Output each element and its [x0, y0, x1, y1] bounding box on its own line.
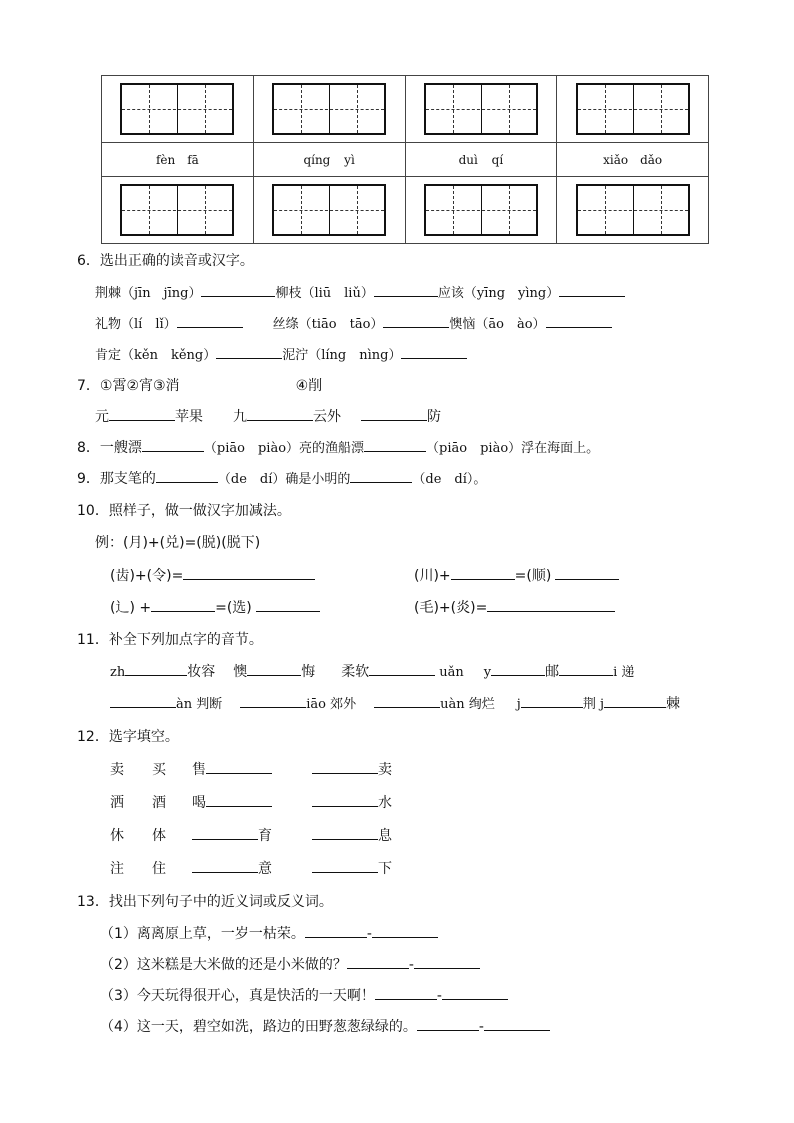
q6-item: 荆棘（jīn jīng）: [95, 286, 202, 301]
q12-title: 12．选字填空。: [77, 729, 179, 745]
q10-title: 10．照样子，做一做汉字加减法。: [77, 503, 291, 519]
answer-blank[interactable]: [374, 282, 438, 297]
answer-blank[interactable]: [177, 313, 243, 328]
answer-blank[interactable]: [151, 597, 215, 612]
writing-grid-table: [101, 75, 709, 244]
writing-box[interactable]: [272, 83, 386, 135]
q10-text: (毛)+(炎)=: [414, 600, 488, 616]
q10-text: (齿)+(令)=: [110, 568, 184, 584]
answer-blank[interactable]: [451, 565, 515, 580]
q8-row: [77, 437, 599, 457]
q11-text: iāo 郊外: [306, 697, 357, 712]
q7-title: [77, 375, 322, 395]
answer-blank[interactable]: [401, 344, 467, 359]
q12-chars: 注 住: [110, 861, 166, 877]
answer-blank[interactable]: [521, 693, 583, 708]
answer-blank[interactable]: [206, 792, 272, 807]
q6-item: 礼物（lí lǐ）: [95, 317, 177, 332]
q6-item: 柳枝（liū liǔ）: [275, 286, 374, 301]
q12-row: [110, 858, 392, 878]
q11-text: zh: [110, 665, 126, 680]
q7-option4: ④削: [295, 378, 323, 394]
q12-text: 育: [258, 828, 272, 844]
pinyin-cell: xiǎo dǎo: [557, 143, 709, 177]
answer-blank[interactable]: [374, 693, 440, 708]
q11-text: uàn 绚烂: [440, 697, 495, 712]
q11-text: 懊: [233, 664, 248, 680]
answer-blank[interactable]: [206, 759, 272, 774]
q9-text: （de dí）确是小明的: [217, 472, 351, 487]
q11-text: 邮: [545, 664, 560, 680]
writing-box[interactable]: [120, 83, 234, 135]
q11-row2: [110, 693, 680, 713]
q12-chars: 休 体: [110, 828, 166, 844]
q13-text: （3）今天玩得很开心，真是快活的一天啊！: [100, 988, 375, 1004]
answer-blank[interactable]: [414, 954, 480, 969]
q8-text: （piāo piào）浮在海面上。: [426, 441, 600, 456]
answer-blank[interactable]: [442, 985, 508, 1000]
q10-a1: [110, 565, 315, 585]
q6-item: 肯定（kěn kěng）: [95, 348, 217, 363]
pinyin-cell: duì qí: [405, 143, 557, 177]
q10-b2: [414, 597, 615, 617]
q13-text: （4）这一天，碧空如洗，路边的田野葱葱绿绿的。: [100, 1019, 417, 1035]
q6-row2: [95, 313, 612, 332]
answer-blank[interactable]: [240, 693, 306, 708]
q11-text: uǎn: [439, 665, 464, 680]
answer-blank[interactable]: [487, 597, 615, 612]
q12-text: 意: [258, 861, 272, 877]
answer-blank[interactable]: [183, 565, 315, 580]
q11-text: 棘: [665, 696, 680, 712]
q10-b1: [110, 597, 320, 617]
answer-blank[interactable]: [559, 282, 625, 297]
q11-text: i 递: [613, 665, 635, 680]
q6-item: 丝绦（tiāo tāo）: [272, 317, 384, 332]
answer-blank[interactable]: [417, 1016, 479, 1031]
answer-blank[interactable]: [559, 661, 613, 676]
answer-blank[interactable]: [305, 923, 367, 938]
q6-row1: [95, 282, 625, 301]
q11-title: 11．补全下列加点字的音节。: [77, 632, 263, 648]
q12-text: 息: [378, 828, 392, 844]
q7-text: 云外: [313, 409, 341, 425]
answer-blank[interactable]: [312, 825, 378, 840]
q13-title: 13．找出下列句子中的近义词或反义词。: [77, 894, 333, 910]
writing-box[interactable]: [576, 83, 690, 135]
q10-text: (辶) +: [110, 600, 152, 616]
q11-text: j: [516, 697, 521, 712]
q12-chars: 洒 酒: [110, 795, 166, 811]
writing-box[interactable]: [424, 83, 538, 135]
q7-text: 苹果: [175, 409, 203, 425]
answer-blank[interactable]: [350, 468, 412, 483]
answer-blank[interactable]: [383, 313, 449, 328]
answer-blank[interactable]: [369, 661, 435, 676]
pinyin-cell: fèn fā: [102, 143, 254, 177]
answer-blank[interactable]: [312, 792, 378, 807]
q12-text: 喝: [192, 795, 206, 811]
q11-text: y: [483, 665, 492, 680]
q10-example: 例：(月)+(兑)=(脱)(脱下): [95, 535, 261, 551]
q10-text: =(顺): [514, 568, 552, 584]
q9-text: （de dí）。: [412, 472, 487, 487]
q13-item: （1）离离原上草，一岁一枯荣。 -: [100, 923, 438, 943]
answer-blank[interactable]: [109, 406, 175, 421]
answer-blank[interactable]: [192, 825, 258, 840]
writing-box[interactable]: [424, 184, 538, 236]
writing-box[interactable]: [120, 184, 234, 236]
q8-text: 8．一艘漂: [77, 440, 142, 456]
q12-text: 卖: [378, 762, 392, 778]
q10-a2: [414, 565, 619, 585]
answer-blank[interactable]: [555, 565, 619, 580]
answer-blank[interactable]: [192, 858, 258, 873]
q13-item: （2）这米糕是大米做的还是小米做的？ -: [100, 954, 480, 974]
q12-text: 售: [192, 762, 206, 778]
q12-row: [110, 759, 392, 779]
pinyin-cell: qíng yì: [253, 143, 405, 177]
q13-text: （2）这米糕是大米做的还是小米做的？: [100, 957, 347, 973]
answer-blank[interactable]: [247, 406, 313, 421]
q12-row: [110, 825, 392, 845]
answer-blank[interactable]: [125, 661, 187, 676]
q13-item: （3）今天玩得很开心，真是快活的一天啊！ -: [100, 985, 508, 1005]
q6-item: 泥泞（líng nìng）: [282, 348, 402, 363]
answer-blank[interactable]: [201, 282, 275, 297]
q9-text: 9．那支笔的: [77, 471, 156, 487]
q12-chars: 卖 买: [110, 762, 166, 778]
q12-text: 下: [378, 861, 392, 877]
answer-blank[interactable]: [375, 985, 437, 1000]
q7-text: 元: [95, 409, 109, 425]
answer-blank[interactable]: [256, 597, 320, 612]
q11-text: 悔: [301, 664, 316, 680]
answer-blank[interactable]: [491, 661, 545, 676]
answer-blank[interactable]: [484, 1016, 550, 1031]
answer-blank[interactable]: [347, 954, 409, 969]
writing-box[interactable]: [272, 184, 386, 236]
q6-row3: [95, 344, 467, 363]
q13-text: （1）离离原上草，一岁一枯荣。: [100, 926, 305, 942]
answer-blank[interactable]: [312, 759, 378, 774]
q7-text: 防: [427, 409, 441, 425]
answer-blank[interactable]: [110, 693, 176, 708]
q12-row: [110, 792, 392, 812]
answer-blank[interactable]: [312, 858, 378, 873]
q10-text: =(选): [215, 600, 252, 616]
answer-blank[interactable]: [247, 661, 301, 676]
q6-title: 6．选出正确的读音或汉字。: [77, 253, 254, 269]
q6-item: 懊恼（āo ào）: [449, 317, 546, 332]
q11-text: 妆容: [187, 664, 216, 680]
answer-blank[interactable]: [604, 693, 666, 708]
answer-blank[interactable]: [142, 437, 204, 452]
answer-blank[interactable]: [216, 344, 282, 359]
q7-options: 7．①霄②宵③消: [77, 378, 180, 394]
q9-row: [77, 468, 486, 488]
q12-text: 水: [378, 795, 392, 811]
answer-blank[interactable]: [364, 437, 426, 452]
q11-text: àn 判断: [176, 697, 223, 712]
q11-row1: [110, 661, 634, 681]
q6-item: 应该（yīng yìng）: [437, 286, 560, 301]
q10-text: (川)+: [414, 568, 451, 584]
q7-text: 九: [233, 409, 247, 425]
answer-blank[interactable]: [372, 923, 438, 938]
q11-text: 荆 j: [582, 697, 604, 712]
answer-blank[interactable]: [361, 406, 427, 421]
answer-blank[interactable]: [156, 468, 218, 483]
q7-row: [95, 406, 441, 426]
q13-item: （4）这一天，碧空如洗，路边的田野葱葱绿绿的。 -: [100, 1016, 550, 1036]
writing-box[interactable]: [576, 184, 690, 236]
answer-blank[interactable]: [546, 313, 612, 328]
q11-text: 柔软: [341, 664, 370, 680]
q8-text: （piāo piào）亮的渔船漂: [203, 441, 365, 456]
